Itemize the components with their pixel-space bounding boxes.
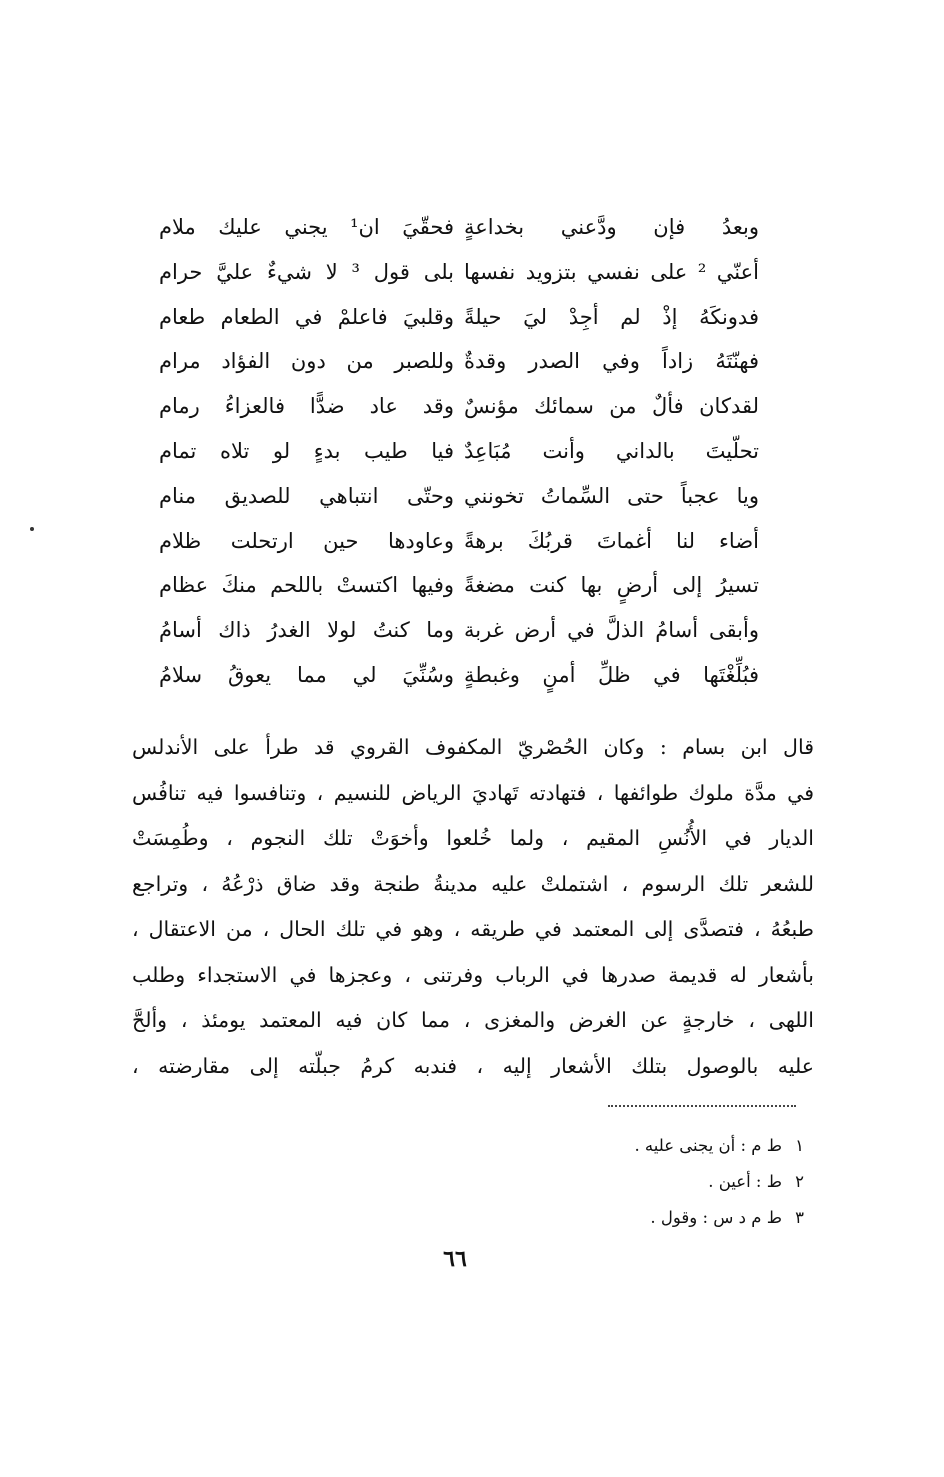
verse: [159, 563, 759, 608]
verse-second-hemistich: وقلبيَ فاعلمْ في الطعام طعام: [159, 304, 454, 329]
verse: [159, 250, 759, 295]
footnote-number: ١: [795, 1136, 804, 1155]
footnote-text: ط م : أن يجنى عليه .: [634, 1136, 782, 1155]
verse-first-hemistich: تحلّيتَ بالداني وأنت مُبَاعِدٌ: [464, 438, 759, 463]
verse-second-hemistich: وعاودها حين ارتحلت ظلام: [159, 528, 454, 553]
verse: [159, 519, 759, 564]
verse-first-hemistich: تسيرُ إلى أرضٍ بها كنت مضغةً: [464, 573, 759, 598]
verse-first-hemistich: لقدكان فألٌ من سمائك مؤنسٌ: [464, 394, 759, 419]
footnote-text: ط : أعين .: [708, 1172, 782, 1191]
footnote: [504, 1164, 804, 1200]
verse-first-hemistich: فدونكَهُ إذْ لم أجِدْ ليَ حيلةً: [464, 304, 759, 329]
verse: [159, 653, 759, 698]
prose-line: بأشعار له قديمة صدرها في الرباب وفرتنى ، وعجزها في الاستجداء وطلب: [132, 962, 814, 987]
verse-second-hemistich: فيا طيب بدءٍ لو تلاه تمام: [159, 438, 454, 463]
scan-speck: [30, 527, 34, 531]
verse-second-hemistich: وقد عاد ضدًّا فالعزاءُ رمام: [159, 394, 454, 419]
verse-second-hemistich: وللصبر من دون الفؤاد مرام: [159, 349, 454, 374]
verse: [159, 205, 759, 250]
verse-first-hemistich: ويا عجباً حتى السِّماتُ تخونني: [464, 483, 759, 508]
poem: [159, 205, 759, 698]
verse-first-hemistich: وبعدُ فإن ودَّعني بخداعةٍ: [464, 215, 759, 239]
verse-second-hemistich: وفيها اكتستْ باللحم منكَ عظام: [159, 573, 454, 598]
verse: [159, 384, 759, 429]
verse: [159, 339, 759, 384]
footnote-separator: [608, 1105, 796, 1107]
page-number: ٦٦: [443, 1246, 467, 1272]
prose-paragraph: [132, 725, 814, 1089]
footnotes: [504, 1128, 804, 1236]
prose-line: عليه بالوصول بتلك الأشعار إليه ، فندبه كرمُ جبلّته إلى مقارضته ،: [132, 1053, 814, 1078]
verse-first-hemistich: وأبقى أسامُ الذلَّ في أرض غربة: [464, 618, 759, 643]
prose-line: قال ابن بسام : وكان الحُصْريّ المكفوف القروي قد طرأ على الأندلس: [132, 735, 814, 759]
verse: [159, 474, 759, 519]
verse: [159, 295, 759, 340]
prose-line: طبعُهُ ، فتصدَّى إلى المعتمد في طريقه ، وهو في تلك الحال ، من الاعتقال ،: [132, 917, 814, 941]
prose-line: الديار في الأُنُسِ المقيم ، ولما خُلعوا وأخوَتْ تلك النجوم ، وطُمِسَتْ: [132, 826, 814, 850]
verse: [159, 429, 759, 474]
verse-second-hemistich: وما كنتُ لولا الغدرُ ذاك أسامُ: [159, 618, 454, 643]
verse-second-hemistich: وحتّى انتباهي للصديق منام: [159, 483, 454, 508]
verse-first-hemistich: أعنّي ² على نفسي بتزويد نفسها: [464, 259, 759, 284]
footnote: [504, 1128, 804, 1164]
prose-line: اللهى ، خارجةٍ عن الغرض والمغزى ، مما كان فيه المعتمد يومئذ ، وألحَّ: [132, 1008, 814, 1032]
prose-line: للشعر تلك الرسوم ، اشتملتْ عليه مدينةُ طنجة وقد ضاق ذرْعُهُ ، وتراجع: [132, 871, 814, 896]
prose-line: في مدَّة ملوك طوائفها ، فتهادته تَهاديَ الرياض للنسيم ، وتنافسوا فيه تنافُس: [132, 780, 814, 805]
footnote: [504, 1200, 804, 1236]
footnote-number: ٣: [795, 1208, 804, 1227]
verse: [159, 608, 759, 653]
verse-first-hemistich: فبُلِّغْتَها في ظلِّ أمنٍ وغبطةٍ: [464, 662, 759, 687]
verse-second-hemistich: وسُنِّيَ لي مما يعوقُ سلامُ: [159, 662, 454, 687]
footnote-number: ٢: [795, 1172, 804, 1191]
verse-second-hemistich: فحقّيَ ان¹ يجني عليك ملام: [159, 215, 454, 239]
verse-second-hemistich: بلى قول ³ لا شيءٌ عليَّ حرام: [159, 259, 454, 284]
verse-first-hemistich: أضاء لنا أغماتَ قربُكَ برهةً: [464, 528, 759, 553]
verse-first-hemistich: فهنّتَهُ زاداً وفي الصدر وقدةٌ: [464, 349, 759, 374]
footnote-text: ط م د س : وقول .: [650, 1208, 782, 1227]
